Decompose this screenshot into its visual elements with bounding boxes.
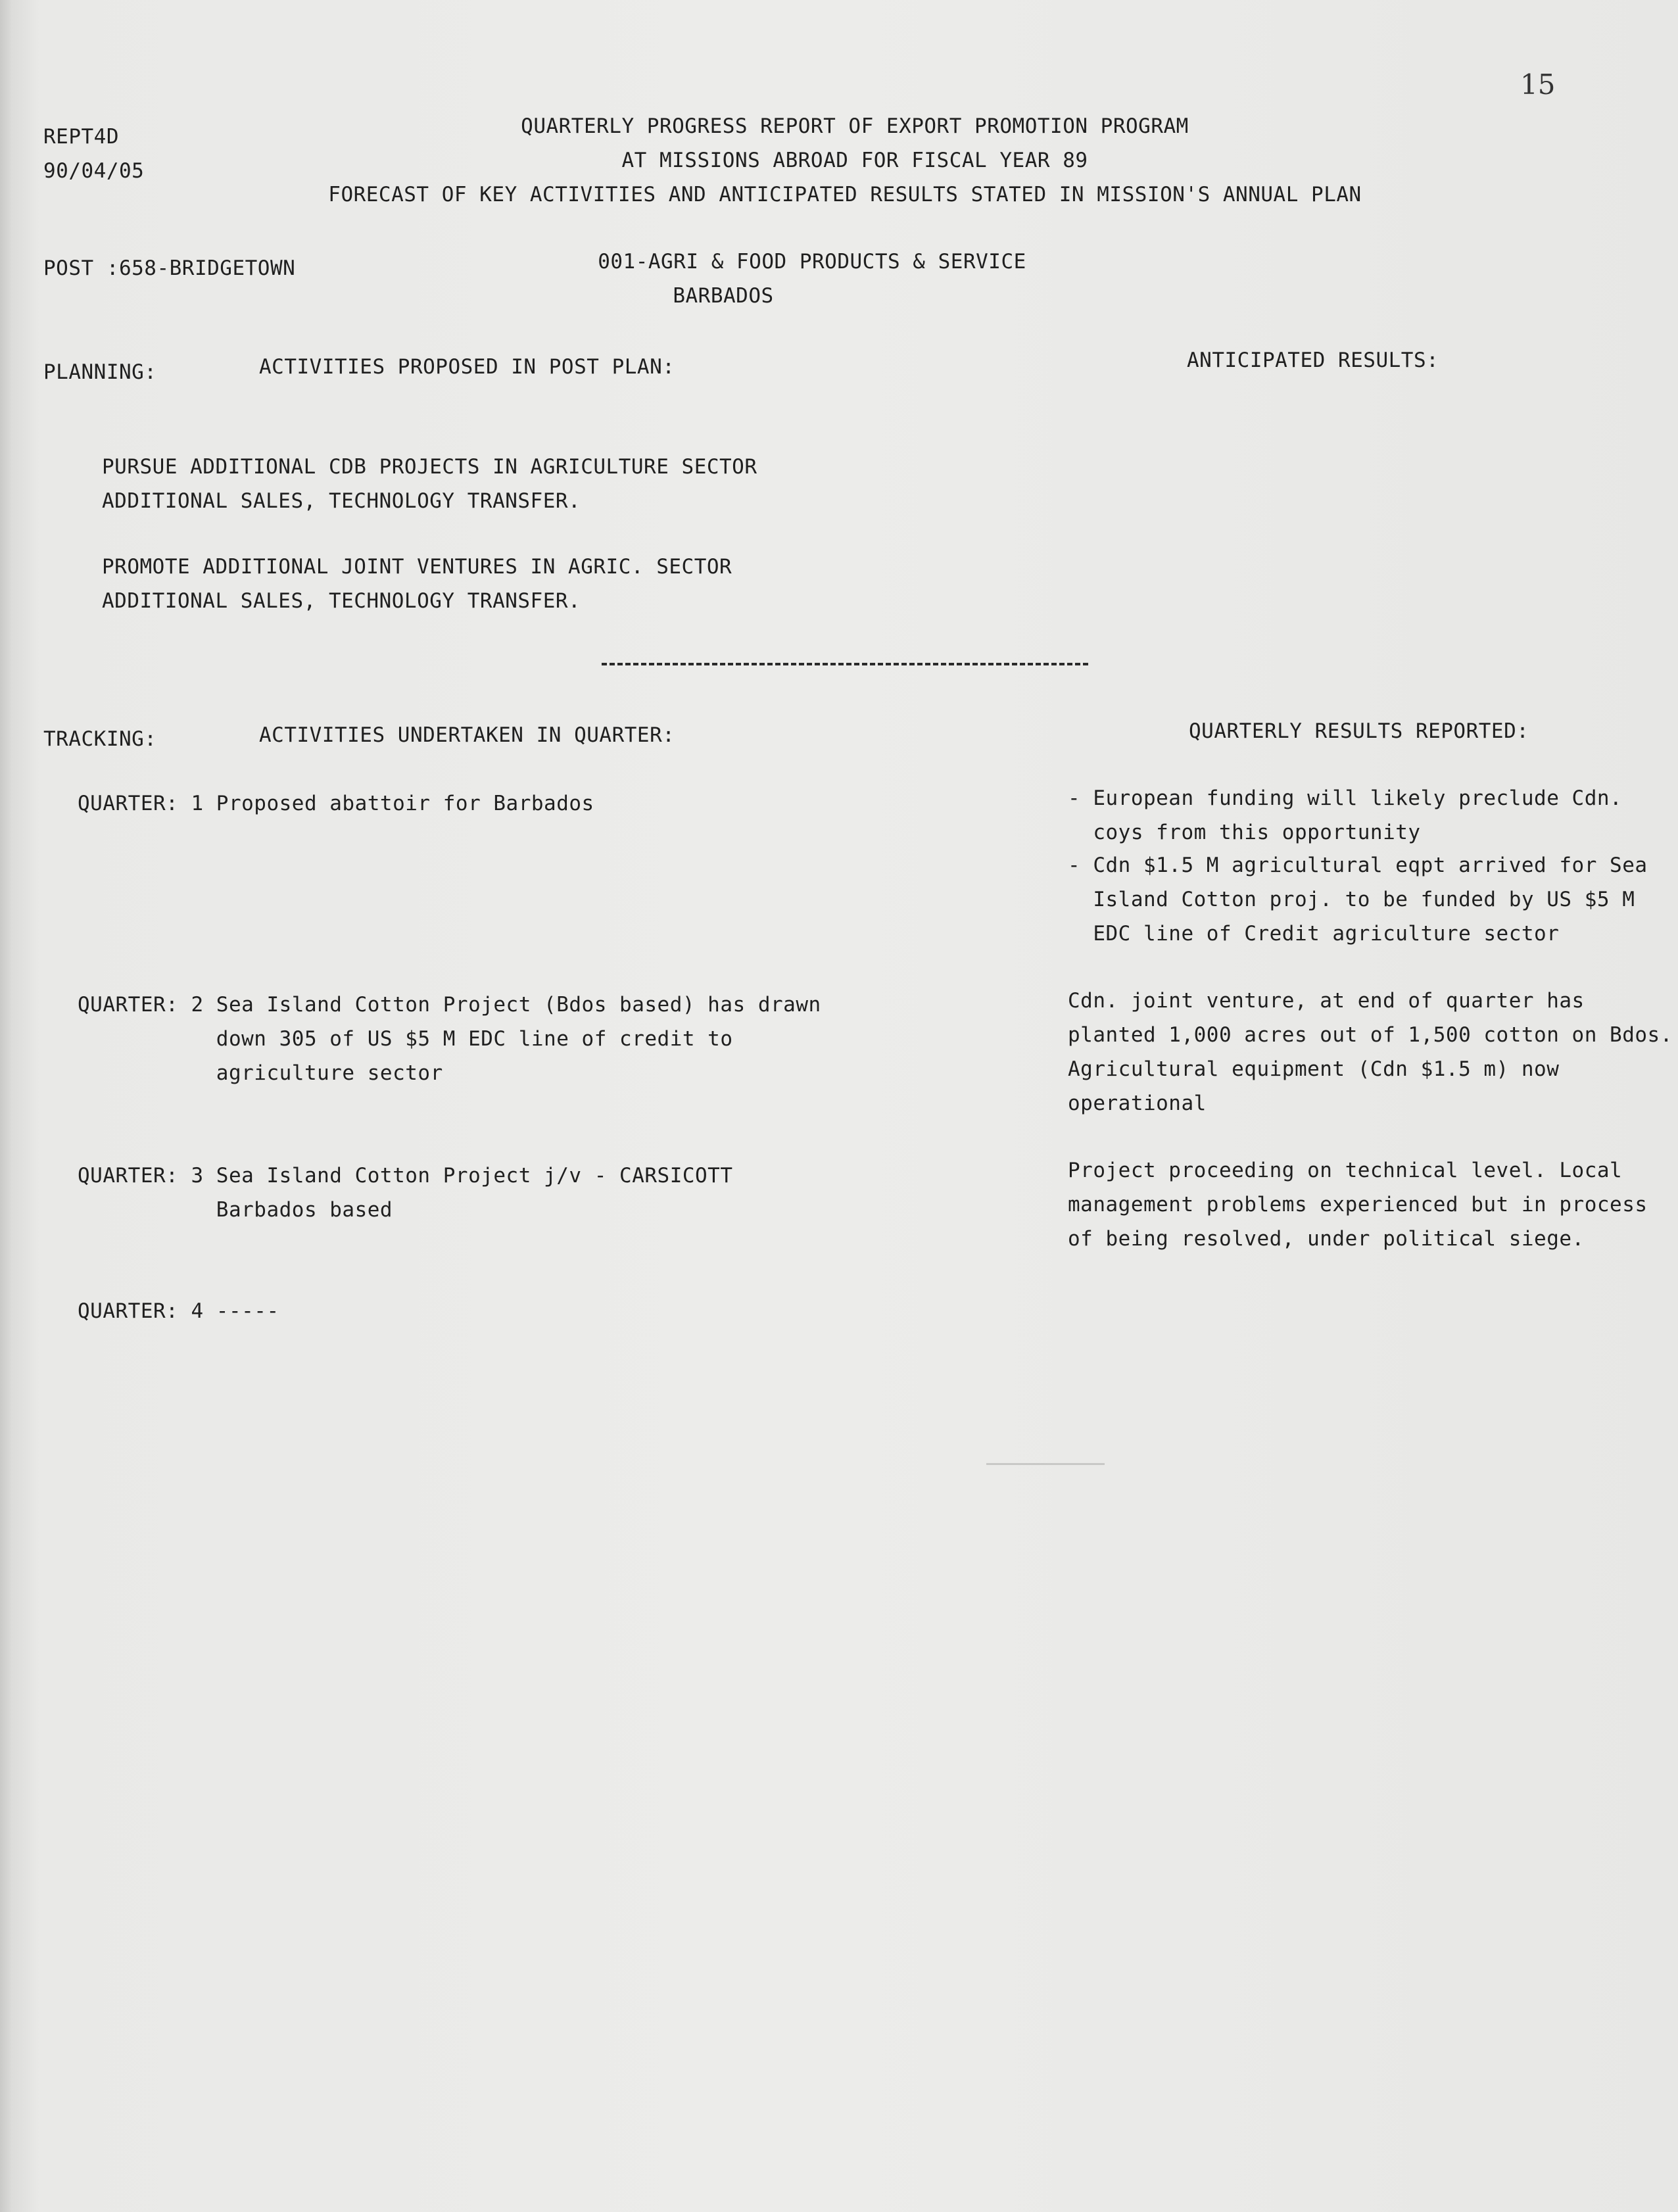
tracking-results-heading: QUARTERLY RESULTS REPORTED:	[1189, 719, 1529, 743]
tracking-label: TRACKING:	[43, 727, 157, 751]
section-separator	[602, 663, 1088, 665]
planned-activity-line: ADDITIONAL SALES, TECHNOLOGY TRANSFER.	[102, 589, 581, 613]
quarter-1-result-line: - Cdn $1.5 M agricultural eqpt arrived for Sea	[1068, 854, 1648, 877]
quarter-2-result-line: Agricultural equipment (Cdn $1.5 m) now	[1068, 1057, 1560, 1081]
planned-activity-line: PURSUE ADDITIONAL CDB PROJECTS IN AGRICULTURE SECTOR	[102, 455, 757, 479]
quarter-2-result-line: Cdn. joint venture, at end of quarter has	[1068, 989, 1585, 1013]
scan-artifact	[986, 1463, 1105, 1465]
quarter-1-result-line: EDC line of Credit agriculture sector	[1068, 922, 1560, 946]
quarter-3-result-line: Project proceeding on technical level. Local	[1068, 1159, 1623, 1182]
report-code: REPT4D	[43, 125, 119, 149]
report-title-line3: FORECAST OF KEY ACTIVITIES AND ANTICIPATED RESULTS STATED IN MISSION'S ANNUAL PLAN	[328, 183, 1362, 206]
quarter-3-activity-line: Barbados based	[78, 1198, 393, 1222]
report-title-line1: QUARTERLY PROGRESS REPORT OF EXPORT PROMOTION PROGRAM	[521, 114, 1189, 138]
country-label: BARBADOS	[673, 284, 774, 308]
post-label: POST :658-BRIDGETOWN	[43, 256, 296, 280]
planned-activity-line: PROMOTE ADDITIONAL JOINT VENTURES IN AGRIC. SECTOR	[102, 555, 732, 579]
report-title-line2: AT MISSIONS ABROAD FOR FISCAL YEAR 89	[621, 149, 1088, 172]
quarter-1-result-line: Island Cotton proj. to be funded by US $5 M	[1068, 888, 1635, 911]
quarter-1-result-line: - European funding will likely preclude Cdn.	[1068, 786, 1623, 810]
quarter-1-activity: QUARTER: 1 Proposed abattoir for Barbados	[78, 792, 594, 815]
quarter-3-result-line: of being resolved, under political siege.	[1068, 1227, 1585, 1251]
quarter-2-result-line: operational	[1068, 1092, 1207, 1115]
planning-results-heading: ANTICIPATED RESULTS:	[1187, 349, 1439, 372]
quarter-2-activity-line: agriculture sector	[78, 1061, 443, 1085]
tracking-activities-heading: ACTIVITIES UNDERTAKEN IN QUARTER:	[259, 723, 675, 747]
quarter-1-result-line: coys from this opportunity	[1068, 821, 1421, 844]
quarter-4-activity: QUARTER: 4 -----	[78, 1299, 279, 1323]
report-date: 90/04/05	[43, 159, 145, 183]
quarter-2-activity-line: QUARTER: 2 Sea Island Cotton Project (Bdos based) has drawn	[78, 993, 821, 1017]
sector-label: 001-AGRI & FOOD PRODUCTS & SERVICE	[598, 250, 1026, 274]
quarter-2-result-line: planted 1,000 acres out of 1,500 cotton on Bdos.	[1068, 1023, 1673, 1047]
quarter-3-result-line: management problems experienced but in process	[1068, 1193, 1648, 1216]
planning-activities-heading: ACTIVITIES PROPOSED IN POST PLAN:	[259, 355, 675, 379]
planning-label: PLANNING:	[43, 360, 157, 384]
page-number: 15	[1520, 68, 1556, 101]
quarter-2-activity-line: down 305 of US $5 M EDC line of credit to	[78, 1027, 733, 1051]
quarter-3-activity-line: QUARTER: 3 Sea Island Cotton Project j/v - CARSICOTT	[78, 1164, 733, 1188]
planned-activity-line: ADDITIONAL SALES, TECHNOLOGY TRANSFER.	[102, 489, 581, 513]
